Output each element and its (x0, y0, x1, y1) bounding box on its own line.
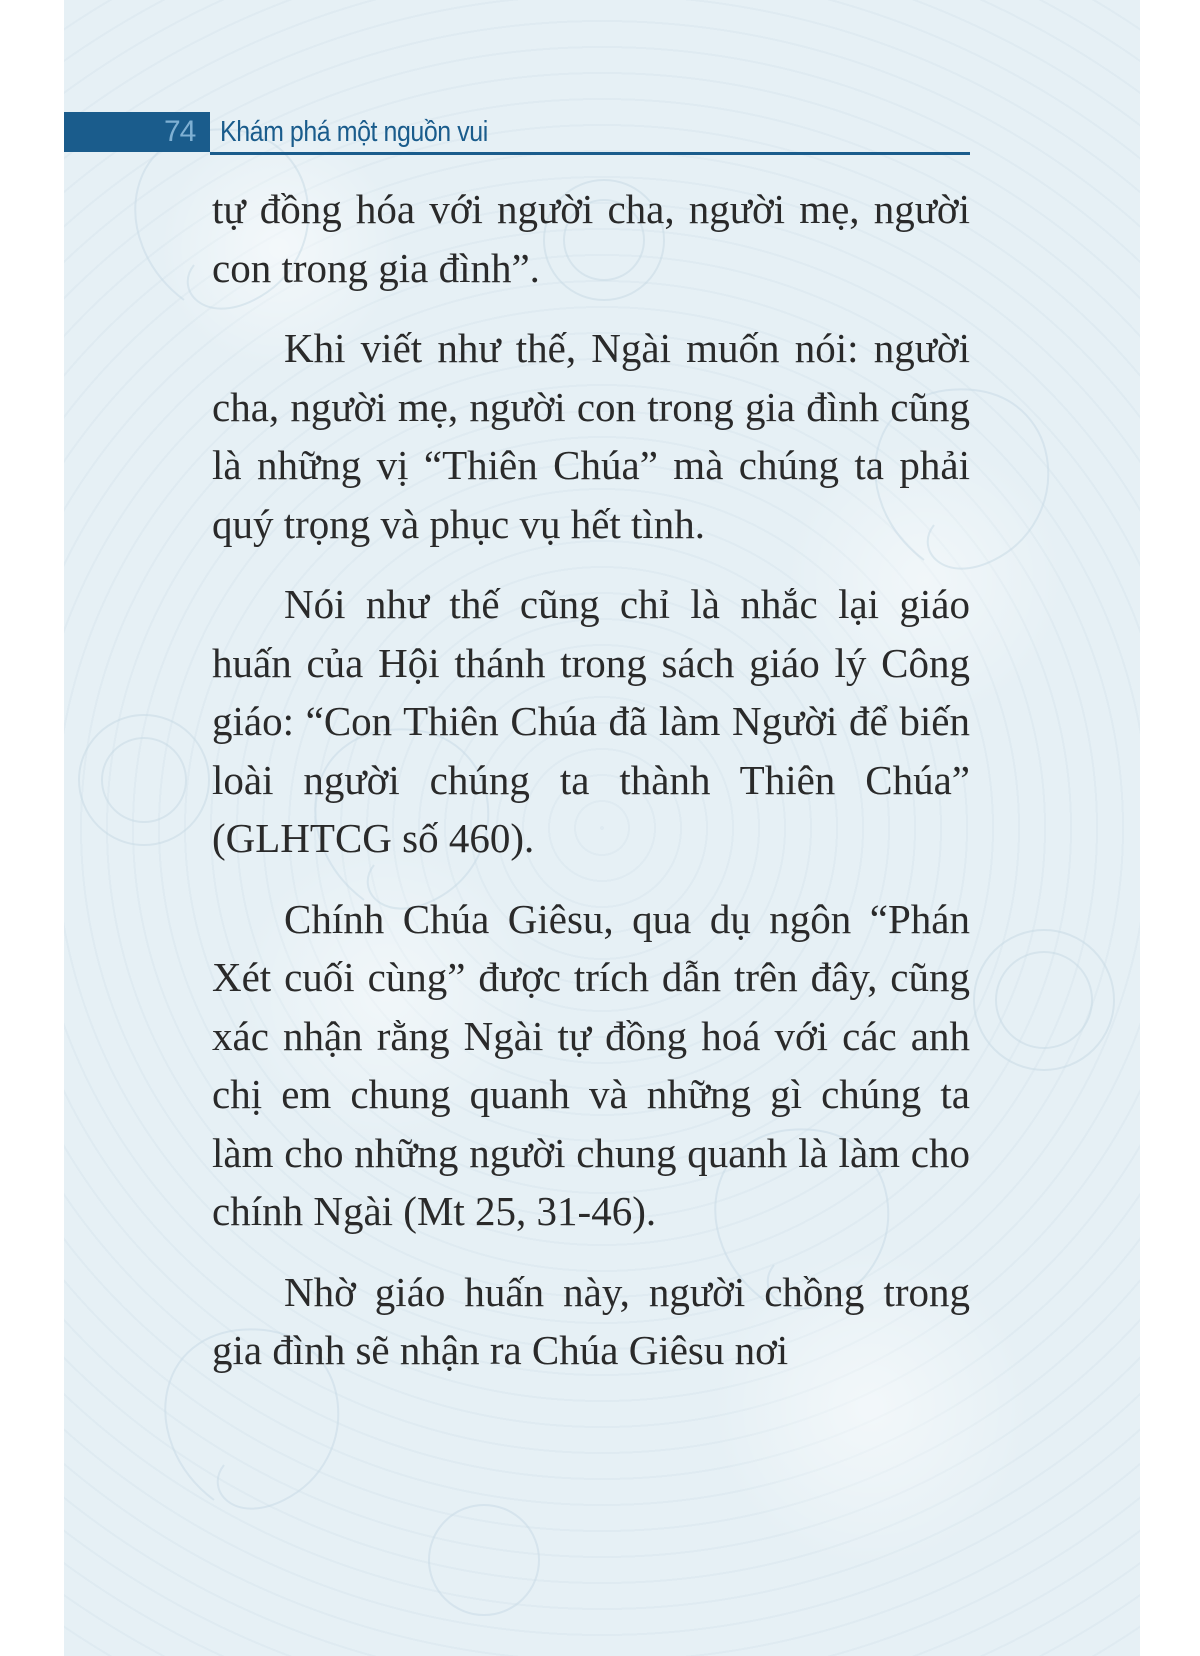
page-number: 74 (164, 115, 196, 148)
paragraph-1: tự đồng hóa với người cha, người mẹ, người con trong gia đình”. (212, 186, 970, 291)
running-header (64, 112, 970, 156)
paragraph-3: Nói như thế cũng chỉ là nhắc lại giáo huấn của Hội thánh trong sách giáo lý Công giáo: “Con Thiên Chúa đã làm Người để biến loài người chúng ta thành Thiên Chúa” (GLHTCG số 460). (212, 581, 970, 861)
paragraph-5: Nhờ giáo huấn này, người chồng trong gia đình sẽ nhận ra Chúa Giêsu nơi (212, 1268, 970, 1373)
header-rule (210, 152, 970, 155)
running-title: Khám phá một nguồn vui (220, 116, 488, 148)
book-page (64, 0, 1140, 1656)
paragraph-4: Chính Chúa Giêsu, qua dụ ngôn “Phán Xét cuối cùng” được trích dẫn trên đây, cũng xác nhận rằng Ngài tự đồng hoá với các anh chị em chung quanh và những gì chúng ta làm cho những người chung quanh là làm cho chính Ngài (Mt 25, 31-46). (212, 895, 970, 1234)
paragraph-2: Khi viết như thế, Ngài muốn nói: người cha, người mẹ, người con trong gia đình cũng là những vị “Thiên Chúa” mà chúng ta phải quý trọng và phục vụ hết tình. (212, 325, 970, 547)
body-text (212, 180, 970, 1402)
